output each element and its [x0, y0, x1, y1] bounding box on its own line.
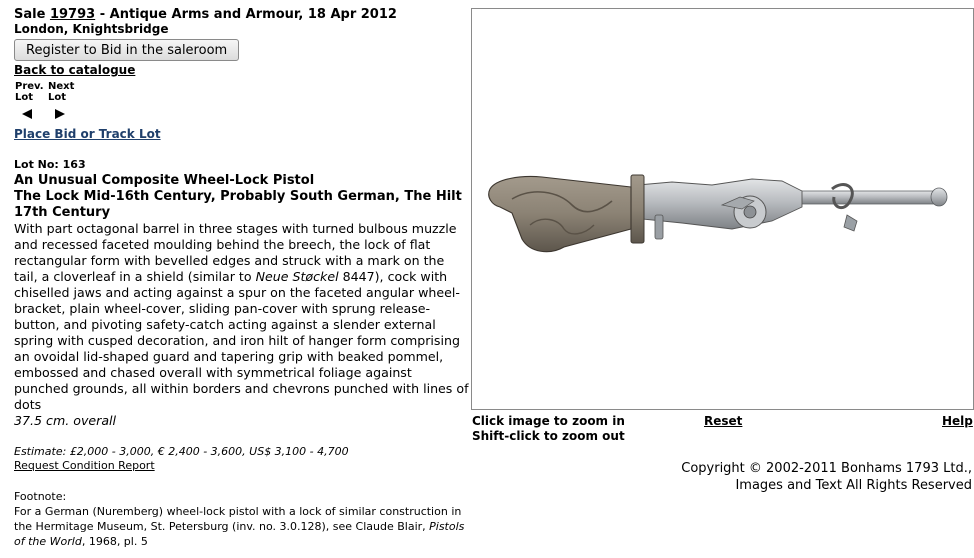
lot-title	[14, 173, 469, 221]
lot-details-panel	[14, 7, 469, 548]
lot-title-line2: The Lock Mid-16th Century, Probably South German, The Hilt 17th Century	[14, 189, 462, 220]
prev-label-line1: Prev.	[15, 81, 44, 92]
pistol-illustration	[472, 9, 973, 409]
lot-footnote	[14, 489, 474, 549]
footnote-italic: Pistols of the World	[14, 520, 465, 548]
prev-lot-label[interactable]	[15, 81, 45, 103]
zoom-hint-line1: Click image to zoom in	[472, 414, 625, 428]
footnote-part1: For a German (Nuremberg) wheel-lock pistol with a lock of similar construction in the Hermitage Museum, St. Petersburg (inv. no. 3.0.128), see Claude Blair,	[14, 505, 462, 533]
footnote-label: Footnote:	[14, 490, 67, 503]
back-to-catalogue-link[interactable]: Back to catalogue	[14, 63, 136, 77]
next-label-line1: Next	[48, 81, 75, 92]
description-part2: 8447), cock with chiselled jaws and acting against a spur on the faceted angular wheel-bracket, plain wheel-cover, sliding pan-cover with sprung release-button, and pivoting safety-catch acting against a slender external spring with cusped decoration, and iron hilt of hanger form comprising an ovoidal lid-shaped guard and tapering grip with beaked pommel, embossed and chased overall with symmetrical foliage against punched grounds, all within borders and chevrons punched with lines of dots	[14, 269, 469, 412]
copyright-line2: Images and Text All Rights Reserved	[735, 478, 972, 493]
zoom-hint-line2: Shift-click to zoom out	[472, 429, 625, 443]
reset-zoom-link[interactable]: Reset	[704, 414, 743, 428]
sale-header	[14, 7, 469, 22]
lot-image[interactable]	[471, 8, 974, 410]
next-label-line2: Lot	[48, 92, 67, 103]
lot-description	[14, 221, 469, 413]
sale-number-link[interactable]: 19793	[49, 7, 96, 22]
description-part1: With part octagonal barrel in three stages with turned bulbous muzzle and recessed faceted moulding behind the breech, the lock of flat rectangular form with bevelled edges and struck with a mark on the tail, a cloverleaf in a shield (similar to	[14, 221, 457, 284]
next-lot-label[interactable]	[48, 81, 78, 103]
lot-number: Lot No: 163	[14, 158, 86, 171]
triangle-left-icon[interactable]	[22, 109, 32, 119]
copyright-notice	[681, 460, 972, 494]
description-italic: Neue Støckel	[255, 269, 339, 284]
sale-prefix: Sale	[14, 7, 46, 22]
place-bid-link[interactable]: Place Bid or Track Lot	[14, 127, 161, 141]
lot-title-line1: An Unusual Composite Wheel-Lock Pistol	[14, 173, 315, 188]
lot-estimate: Estimate: £2,000 - 3,000, € 2,400 - 3,600, US$ 3,100 - 4,700	[14, 445, 349, 458]
sale-location: London, Knightsbridge	[14, 22, 169, 36]
prev-label-line2: Lot	[15, 92, 34, 103]
lot-dimensions: 37.5 cm. overall	[14, 413, 117, 428]
sale-title: - Antique Arms and Armour, 18 Apr 2012	[99, 7, 397, 22]
triangle-right-icon[interactable]	[55, 109, 65, 119]
footnote-text	[14, 504, 474, 549]
help-link[interactable]: Help	[942, 414, 973, 428]
zoom-instructions	[472, 414, 625, 444]
request-condition-report-link[interactable]: Request Condition Report	[14, 459, 155, 472]
copyright-line1: Copyright © 2002-2011 Bonhams 1793 Ltd.,	[681, 461, 972, 476]
register-to-bid-button[interactable]: Register to Bid in the saleroom	[14, 39, 239, 61]
footnote-part2: , 1968, pl. 5	[81, 535, 148, 548]
